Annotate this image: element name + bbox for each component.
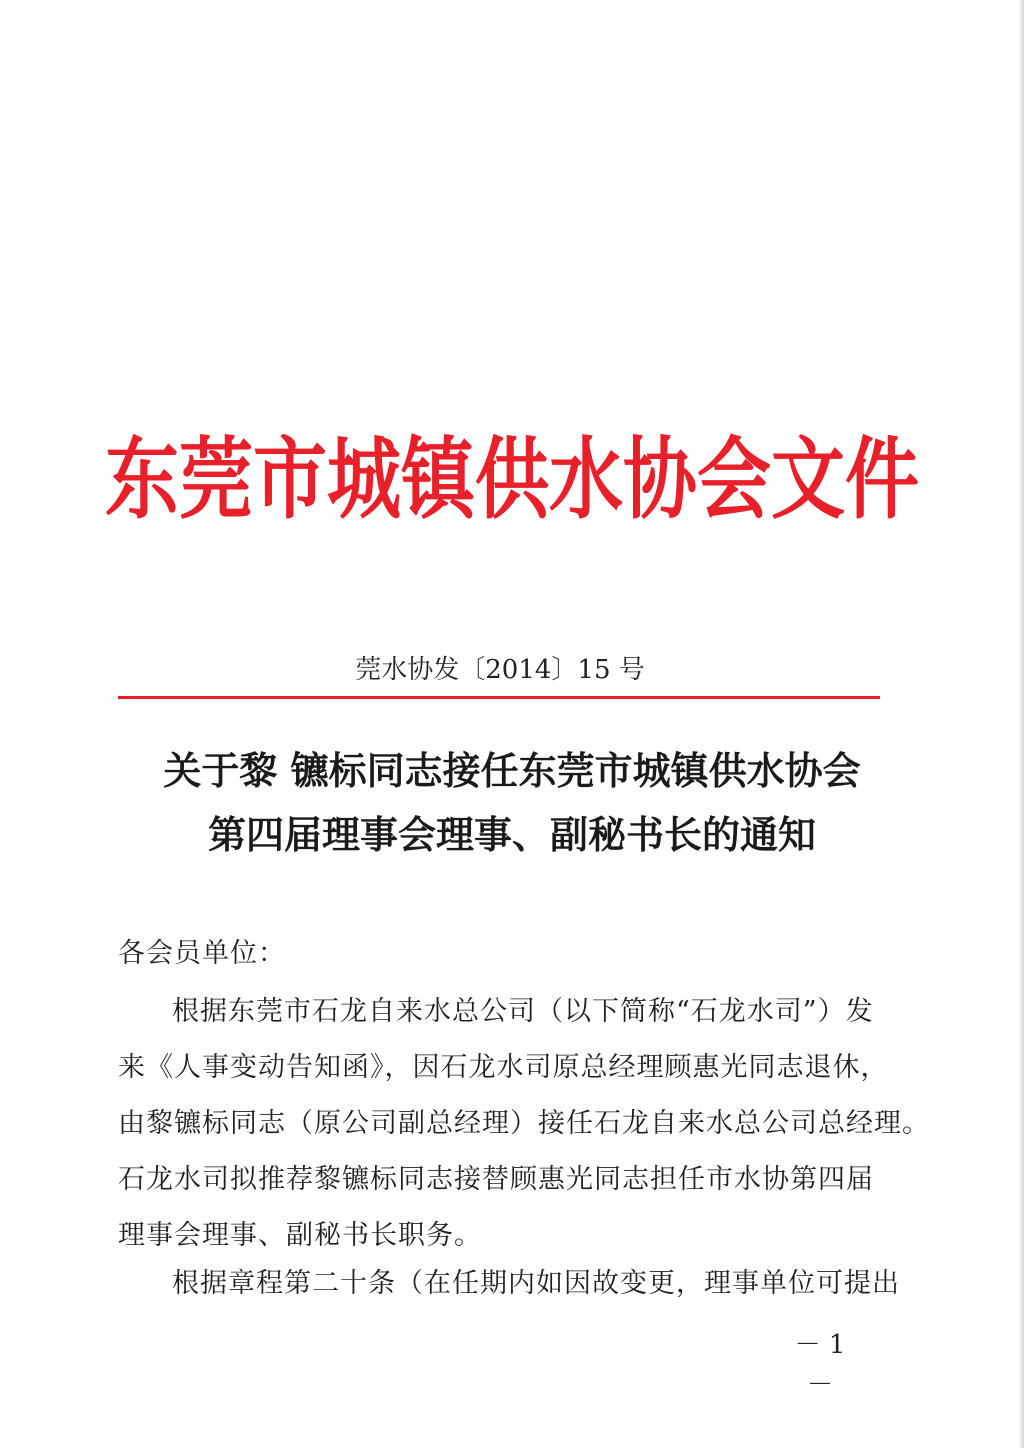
paragraph-1-line-3: 由黎镳标同志（原公司副总经理）接任石龙自来水总公司总经理。: [118, 1108, 930, 1139]
masthead-title: 东莞市城镇供水协会文件: [105, 428, 919, 532]
document-number: 莞水协发〔2014〕15 号: [355, 655, 645, 685]
salutation: 各会员单位：: [118, 938, 286, 969]
document-title-line-2: 第四届理事会理事、副秘书长的通知: [207, 812, 816, 857]
paragraph-2-line-1: 根据章程第二十条（在任期内如因故变更，理事单位可提出: [172, 1268, 900, 1299]
scan-edge: [1018, 0, 1024, 1448]
red-divider-line: [118, 696, 880, 699]
page-number: － 1 －: [794, 1330, 846, 1400]
paragraph-1-line-4: 石龙水司拟推荐黎镳标同志接替顾惠光同志担任市水协第四届: [118, 1164, 874, 1195]
paragraph-1-line-2: 来《人事变动告知函》，因石龙水司原总经理顾惠光同志退休，: [118, 1052, 889, 1083]
document-title-line-1: 关于黎 镳标同志接任东莞市城镇供水协会: [163, 748, 861, 793]
paragraph-1-line-5: 理事会理事、副秘书长职务。: [118, 1220, 482, 1251]
paragraph-1-line-1: 根据东莞市石龙自来水总公司（以下简称“石龙水司”）发: [172, 996, 874, 1027]
